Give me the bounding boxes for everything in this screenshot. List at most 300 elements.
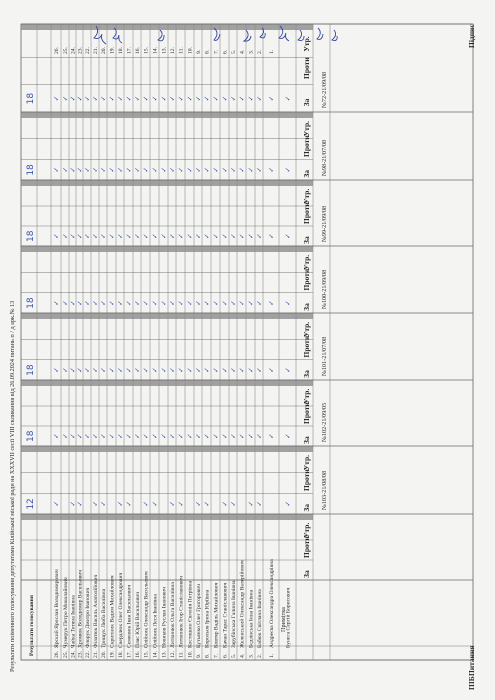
vote-mark-for: ✓ [221, 95, 229, 102]
vote-mark-for: ✓ [238, 366, 246, 373]
deputy-name: Литвинюк Ігор Станіславович [178, 576, 185, 648]
deputy-name: Кутьянко Олег Григорович [196, 584, 202, 648]
result-count: 18 [26, 430, 36, 442]
vote-mark-for: ✓ [142, 166, 150, 173]
vote-mark-for: ✓ [99, 433, 108, 439]
signature-row-number: 7. [213, 49, 220, 54]
question-divider-band [21, 24, 313, 30]
vote-mark-for: ✓ [247, 500, 255, 507]
vote-mark-for: ✓ [229, 433, 238, 439]
document-title: Результати поіменного голосування депутатами Кілійської міської ради на XXXVII сесії VIII скликання від 26.09.2024 питань п / д арк.№ 13 [9, 300, 16, 672]
vote-mark-for: ✓ [83, 166, 92, 173]
deputy-number: 17. [126, 651, 133, 658]
vote-mark-for: ✓ [69, 500, 77, 507]
signature-row-number: 12. [170, 47, 176, 54]
vote-mark-for: ✓ [229, 366, 238, 373]
signature-row-number: 15. [143, 47, 150, 54]
vote-mark-for: ✓ [177, 433, 185, 439]
result-count: 18 [26, 364, 36, 376]
vote-mark-for: ✓ [108, 299, 116, 306]
vote-mark-for: ✓ [247, 433, 255, 439]
vote-mark-for: ✓ [99, 366, 108, 373]
vote-mark-for: ✓ [229, 500, 238, 507]
vote-option-label: Утр. [302, 254, 311, 271]
deputy-name: Трищук Люба Василівна [101, 588, 107, 648]
vote-mark-for: ✓ [229, 166, 238, 173]
question-number: №100-21/09/08 [321, 269, 328, 309]
vote-mark-for: ✓ [76, 366, 84, 373]
vote-option-label: Проти [302, 135, 311, 157]
deputy-name: Корольов Ірина Юріївна [204, 589, 211, 648]
vote-mark-for: ✓ [255, 366, 264, 373]
vote-mark-for: ✓ [212, 233, 220, 239]
signature-row-number: 18. [118, 47, 124, 54]
vote-mark-for: ✓ [125, 366, 133, 373]
deputy-number: 21. [93, 651, 99, 658]
signature-row-number: 11. [178, 47, 185, 54]
vote-mark-for: ✓ [168, 233, 177, 239]
vote-mark-for: ✓ [108, 95, 116, 102]
vote-mark-for: ✓ [194, 366, 203, 373]
vote-mark-for: ✓ [76, 233, 84, 239]
vote-mark-for: ✓ [125, 233, 133, 239]
vote-mark-for: ✓ [69, 95, 77, 102]
deputy-name: Бунега Сергій Борисович [285, 587, 292, 648]
question-number: №98-21/07/08 [321, 139, 328, 176]
vote-mark-for: ✓ [229, 233, 238, 239]
vote-mark-for: ✓ [91, 366, 100, 373]
questions-header: Питання [467, 645, 476, 676]
question-divider-band [21, 514, 313, 520]
vote-mark-for: ✓ [61, 366, 70, 373]
vote-mark-for: ✓ [203, 500, 211, 507]
vote-mark-for: ✓ [83, 299, 92, 306]
signature-row-number: 20. [101, 47, 107, 54]
deputy-name: Флорук Дмитро Іванович [85, 587, 91, 648]
vote-mark-for: ✓ [61, 299, 70, 306]
vote-mark-for: ✓ [125, 166, 133, 173]
vote-mark-for: ✓ [116, 500, 125, 507]
vote-mark-for: ✓ [177, 366, 185, 373]
deputy-name: Філатюк Василь Анатолійович [93, 574, 99, 648]
vote-mark-for: ✓ [69, 366, 77, 373]
vote-mark-for: ✓ [212, 299, 220, 306]
vote-mark-for: ✓ [284, 366, 292, 373]
signature-row-number: 26. [54, 47, 60, 54]
signature-row-number: 13. [161, 47, 168, 54]
vote-mark-for: ✓ [186, 95, 194, 102]
vote-mark-for: ✓ [168, 500, 177, 507]
vote-mark-for: ✓ [203, 166, 211, 173]
vote-option-label: Утр. [302, 321, 311, 338]
deputy-name: Зарубінська Галина Іванівна [231, 580, 237, 648]
vote-mark-for: ✓ [69, 433, 77, 439]
deputy-name: Олійник Олександр Васильович [143, 571, 150, 648]
deputy-name: Пляс Юрій Васильович [135, 591, 141, 648]
vote-option-label: Проти [302, 335, 311, 358]
vote-mark-for: ✓ [61, 233, 70, 239]
deputy-name: Литвинюк Ольга Василівна [170, 582, 176, 648]
vote-mark-for: ✓ [255, 500, 264, 507]
vote-mark-for: ✓ [116, 233, 125, 239]
vote-mark-for: ✓ [194, 233, 203, 239]
vote-option-label: Проти [302, 57, 311, 79]
vote-mark-for: ✓ [203, 95, 211, 102]
vote-mark-for: ✓ [160, 166, 168, 173]
vote-mark-for: ✓ [247, 366, 255, 373]
vote-option-label: Утр. [302, 121, 311, 137]
vote-mark-for: ✓ [194, 299, 203, 306]
deputy-number: 14. [152, 651, 159, 658]
vote-mark-for: ✓ [284, 95, 292, 102]
document-title-group [9, 301, 16, 672]
vote-mark-for: ✓ [142, 299, 150, 306]
signature-row-number: 16. [135, 47, 141, 54]
deputy-name: Ковтяр Ваділь Михайлович [213, 582, 220, 648]
deputy-number: 22. [85, 651, 91, 658]
vote-mark-for: ✓ [255, 433, 264, 439]
question-number: №99-21/09/08 [321, 205, 328, 242]
vote-mark-for: ✓ [267, 299, 276, 306]
deputy-name: Желенський Олександр Валерійович [239, 560, 246, 648]
vote-mark-for: ✓ [133, 299, 142, 306]
question-divider-band [21, 180, 313, 186]
vote-mark-for: ✓ [194, 433, 203, 439]
deputy-number: 10. [187, 651, 194, 658]
vote-mark-for: ✓ [83, 433, 92, 439]
vote-mark-for: ✓ [203, 366, 211, 373]
vote-mark-for: ✓ [133, 95, 142, 102]
pib-header: ПІБ [467, 676, 476, 690]
result-count: 18 [26, 92, 36, 105]
signature-row-number: 21. [93, 47, 99, 54]
vote-mark-for: ✓ [52, 500, 61, 507]
vote-option-label: За [302, 370, 311, 378]
vote-mark-for: ✓ [212, 433, 220, 439]
vote-mark-for: ✓ [255, 95, 264, 102]
result-count: 18 [26, 297, 36, 309]
vote-mark-for: ✓ [108, 366, 116, 373]
vote-mark-for: ✓ [151, 233, 159, 239]
vote-mark-for: ✓ [194, 500, 203, 507]
signature-header: Підпис [467, 24, 476, 48]
vote-mark-for: ✓ [151, 433, 159, 439]
vote-mark-for: ✓ [52, 366, 61, 373]
vote-mark-for: ✓ [99, 166, 108, 173]
vote-mark-for: ✓ [247, 233, 255, 239]
vote-mark-for: ✓ [108, 433, 116, 439]
deputy-number: 18. [118, 651, 124, 658]
deputy-number: 11. [178, 651, 185, 658]
vote-mark-for: ✓ [91, 166, 100, 173]
vote-mark-for: ✓ [116, 166, 125, 173]
vote-mark-for: ✓ [229, 299, 238, 306]
vote-mark-for: ✓ [284, 233, 292, 239]
deputy-number: 7. [213, 653, 220, 658]
deputy-number: 1. [269, 653, 275, 658]
deputy-number: 19. [109, 651, 116, 658]
vote-mark-for: ✓ [186, 299, 194, 306]
vote-option-label: Утр. [302, 36, 311, 52]
vote-option-label: Проти [302, 402, 311, 424]
vote-mark-for: ✓ [255, 233, 264, 239]
deputy-number: 23. [77, 651, 84, 658]
vote-mark-for: ✓ [267, 95, 276, 102]
vote-mark-for: ✓ [116, 95, 125, 102]
deputy-number: 20. [101, 651, 107, 658]
vote-mark-for: ✓ [99, 95, 108, 102]
vote-mark-for: ✓ [284, 433, 292, 439]
vote-mark-for: ✓ [186, 366, 194, 373]
vote-mark-for: ✓ [99, 500, 108, 507]
vote-mark-for: ✓ [76, 299, 84, 306]
vote-mark-for: ✓ [212, 366, 220, 373]
signature-row-number: 25. [63, 47, 69, 54]
vote-mark-for: ✓ [99, 299, 108, 306]
vote-mark-for: ✓ [284, 299, 292, 306]
vote-mark-for: ✓ [168, 299, 177, 306]
deputy-number: 6. [222, 653, 229, 658]
vote-mark-for: ✓ [238, 233, 246, 239]
vote-mark-for: ✓ [221, 366, 229, 373]
vote-mark-for: ✓ [133, 433, 142, 439]
deputy-name: Хромюк Володимир Васильович [77, 569, 84, 648]
deputy-number: 9. [196, 653, 202, 658]
deputy-number: 13. [161, 651, 168, 658]
vote-mark-for: ✓ [133, 233, 142, 239]
vote-option-label: За [302, 236, 311, 244]
deputy-number: 4. [239, 653, 246, 658]
vote-mark-for: ✓ [142, 366, 150, 373]
vote-mark-for: ✓ [177, 233, 185, 239]
vote-option-label: За [302, 169, 311, 178]
result-count: 12 [26, 498, 36, 510]
vote-mark-for: ✓ [99, 233, 108, 239]
vote-mark-for: ✓ [76, 95, 84, 102]
vote-option-label: Проти [302, 536, 311, 558]
results-label: Результати голосування [29, 595, 35, 656]
vote-mark-for: ✓ [133, 166, 142, 173]
note-header: Примітка [280, 607, 287, 632]
vote-mark-for: ✓ [151, 95, 159, 102]
vote-mark-for: ✓ [83, 233, 92, 239]
vote-mark-for: ✓ [76, 166, 84, 173]
vote-mark-for: ✓ [168, 366, 177, 373]
vote-mark-for: ✓ [142, 233, 150, 239]
vote-mark-for: ✓ [160, 433, 168, 439]
signature-row-number: 23. [77, 47, 84, 54]
signature-row-number: 19. [109, 47, 116, 54]
vote-mark-for: ✓ [247, 95, 255, 102]
vote-option-label: Утр. [302, 388, 311, 404]
deputy-name: Костишин Євгенія Петрівна [187, 580, 194, 648]
vote-mark-for: ✓ [142, 500, 150, 507]
question-number: №102-21/09/05 [321, 402, 328, 442]
vote-mark-for: ✓ [267, 166, 276, 173]
vote-mark-for: ✓ [151, 299, 159, 306]
signature-row-number: 10. [187, 47, 194, 54]
vote-option-label: За [302, 98, 311, 107]
vote-mark-for: ✓ [116, 299, 125, 306]
vote-mark-for: ✓ [238, 95, 246, 102]
deputy-name: Олійник Леся Іванівна [152, 594, 159, 648]
question-divider-band [21, 380, 313, 386]
vote-mark-for: ✓ [238, 299, 246, 306]
question-divider-band [21, 313, 313, 319]
vote-mark-for: ✓ [267, 433, 276, 439]
vote-mark-for: ✓ [177, 500, 185, 507]
vote-mark-for: ✓ [116, 366, 125, 373]
vote-mark-for: ✓ [186, 166, 194, 173]
result-count: 18 [26, 164, 36, 176]
vote-option-label: Утр. [302, 188, 311, 204]
vote-mark-for: ✓ [229, 95, 238, 102]
deputy-number: 25. [63, 651, 69, 658]
deputy-name: Качан Тарас Станіславович [222, 582, 229, 648]
question-divider-band [21, 246, 313, 252]
vote-mark-for: ✓ [151, 366, 159, 373]
vote-mark-for: ✓ [52, 433, 61, 439]
vote-mark-for: ✓ [221, 433, 229, 439]
vote-mark-for: ✓ [91, 95, 100, 102]
signature-row-number: 3. [248, 49, 255, 54]
question-number: №101-21/07/08 [321, 336, 328, 376]
vote-mark-for: ✓ [133, 366, 142, 373]
deputy-number: 24. [70, 651, 77, 658]
signature-row-number: 9. [196, 49, 202, 54]
deputy-number: 2. [257, 653, 263, 658]
vote-mark-for: ✓ [177, 95, 185, 102]
vote-mark-for: ✓ [108, 233, 116, 239]
vote-mark-for: ✓ [247, 299, 255, 306]
deputy-name: Свердлюк Олег Олександрович [118, 572, 124, 648]
vote-option-label: За [302, 436, 311, 444]
vote-mark-for: ✓ [194, 95, 203, 102]
vote-mark-for: ✓ [168, 433, 177, 439]
vote-mark-for: ✓ [221, 500, 229, 507]
vote-option-label: Утр. [302, 455, 311, 471]
vote-mark-for: ✓ [238, 433, 246, 439]
vote-mark-for: ✓ [125, 433, 133, 439]
vote-option-label: Проти [302, 268, 311, 291]
vote-mark-for: ✓ [151, 500, 159, 507]
vote-mark-for: ✓ [238, 166, 246, 173]
vote-mark-for: ✓ [255, 299, 264, 306]
vote-mark-for: ✓ [76, 500, 84, 507]
vote-mark-for: ✓ [61, 95, 70, 102]
vote-mark-for: ✓ [52, 95, 61, 102]
vote-mark-for: ✓ [160, 299, 168, 306]
vote-mark-for: ✓ [284, 166, 292, 173]
deputy-name: Андреєва Олександра Олександрівна [269, 559, 275, 648]
vote-mark-for: ✓ [61, 433, 70, 439]
deputy-number: 15. [143, 651, 150, 658]
vote-mark-for: ✓ [177, 299, 185, 306]
vote-mark-for: ✓ [76, 433, 84, 439]
vote-mark-for: ✓ [168, 166, 177, 173]
vote-mark-for: ✓ [91, 433, 100, 439]
deputy-name: Бабюк Світлана Іванівна [257, 589, 263, 648]
signature-row-number: 17. [126, 47, 133, 54]
vote-mark-for: ✓ [61, 166, 70, 173]
vote-mark-for: ✓ [125, 500, 133, 507]
deputy-name: Новиков Руслан Іванович [161, 587, 168, 648]
deputy-number: 3. [248, 653, 255, 658]
deputy-number: 12. [170, 651, 176, 658]
vote-mark-for: ✓ [160, 366, 168, 373]
vote-mark-for: ✓ [83, 95, 92, 102]
vote-mark-for: ✓ [247, 166, 255, 173]
vote-mark-for: ✓ [160, 95, 168, 102]
vote-mark-for: ✓ [168, 95, 177, 102]
vote-mark-for: ✓ [142, 95, 150, 102]
vote-mark-for: ✓ [267, 233, 276, 239]
vote-mark-for: ✓ [186, 233, 194, 239]
vote-mark-for: ✓ [69, 233, 77, 239]
signature-row-number: 22. [85, 47, 91, 54]
deputy-name: Чайка Тетяна Іванівна [70, 595, 77, 648]
signature-row-number: 4. [239, 49, 246, 54]
deputy-name: Семенюк Іван Васильович [126, 584, 133, 648]
vote-option-label: Проти [302, 469, 311, 491]
signature-row-number: 6. [222, 49, 229, 54]
vote-mark-for: ✓ [116, 433, 125, 439]
vote-mark-for: ✓ [52, 299, 61, 306]
vote-mark-for: ✓ [221, 299, 229, 306]
deputy-name: Скрипник Вадим Михайлович [109, 575, 116, 648]
deputy-name: Бєдзінська Інна Іванівна [248, 589, 255, 648]
vote-mark-for: ✓ [177, 166, 185, 173]
vote-mark-for: ✓ [186, 433, 194, 439]
vote-mark-for: ✓ [69, 166, 77, 173]
vote-mark-for: ✓ [69, 299, 77, 306]
vote-mark-for: ✓ [52, 233, 61, 239]
signature-row-number: 14. [152, 47, 159, 54]
vote-mark-for: ✓ [203, 433, 211, 439]
vote-mark-for: ✓ [255, 166, 264, 173]
deputy-number: 5. [231, 653, 237, 658]
vote-mark-for: ✓ [142, 433, 150, 439]
deputy-name: Ярский Ярослав Володимирович [54, 569, 60, 648]
vote-mark-for: ✓ [91, 299, 100, 306]
vote-option-label: Утр. [302, 522, 311, 538]
signature-row-number: 8. [204, 49, 211, 54]
vote-option-label: За [302, 303, 311, 311]
question-divider-band [21, 446, 313, 452]
vote-mark-for: ✓ [194, 166, 203, 173]
question-divider-band [21, 112, 313, 118]
vote-mark-for: ✓ [212, 166, 220, 173]
vote-mark-for: ✓ [221, 166, 229, 173]
question-number: №72-21/09/08 [321, 71, 328, 108]
deputy-number: 16. [135, 651, 141, 658]
vote-mark-for: ✓ [83, 366, 92, 373]
vote-mark-for: ✓ [52, 166, 61, 173]
vote-mark-for: ✓ [160, 233, 168, 239]
result-count: 18 [26, 230, 36, 242]
vote-mark-for: ✓ [284, 500, 292, 507]
vote-mark-for: ✓ [203, 299, 211, 306]
question-number: №103-21/08/08 [321, 470, 328, 510]
vote-mark-for: ✓ [125, 95, 133, 102]
signature-row-number: 1. [269, 49, 275, 54]
vote-mark-for: ✓ [203, 233, 211, 239]
signature-row-number: 5. [231, 49, 237, 54]
signature-row-number: 2. [257, 49, 263, 54]
vote-option-label: Проти [302, 202, 311, 224]
vote-mark-for: ✓ [91, 233, 100, 239]
vote-mark-for: ✓ [221, 233, 229, 239]
